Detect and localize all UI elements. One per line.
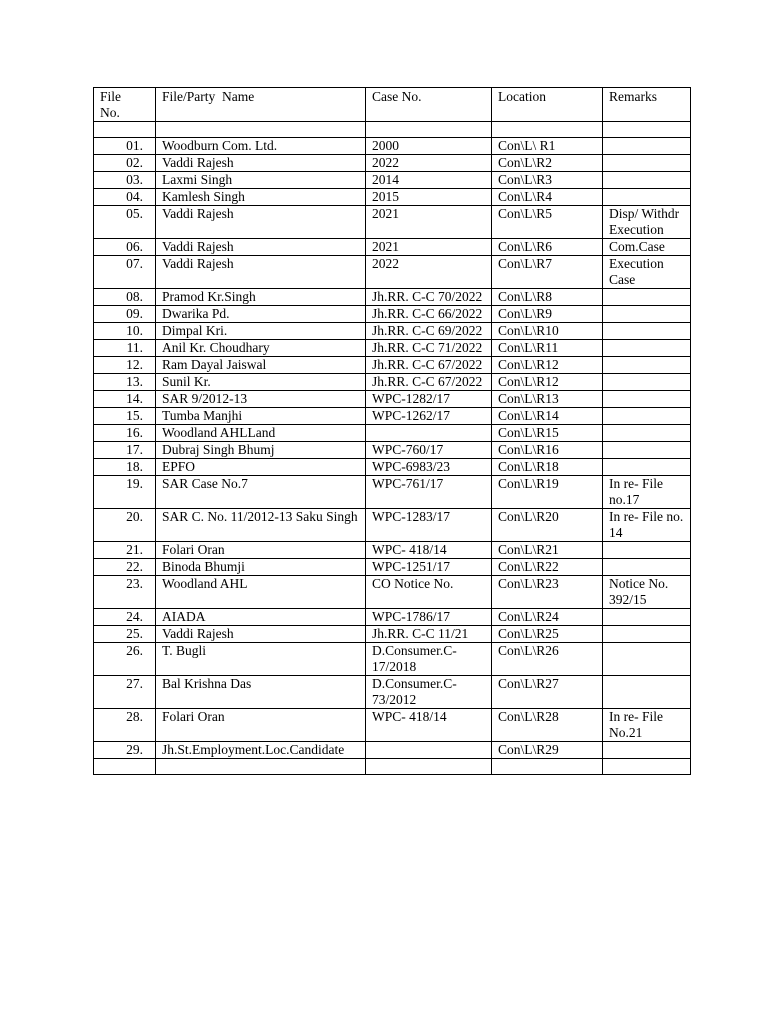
cell-remarks xyxy=(603,357,691,374)
cell-location: Con\L\R26 xyxy=(492,643,603,676)
cell-remarks xyxy=(603,289,691,306)
cell-file-no: 27. xyxy=(94,676,156,709)
cell-case-no: Jh.RR. C-C 67/2022 xyxy=(366,357,492,374)
cell-location: Con\L\R4 xyxy=(492,189,603,206)
cell-file-no: 09. xyxy=(94,306,156,323)
cell-case-no xyxy=(366,759,492,775)
table-row xyxy=(94,742,691,759)
cell-party-name: SAR 9/2012-13 xyxy=(156,391,366,408)
cell-case-no: WPC- 418/14 xyxy=(366,709,492,742)
cell-location: Con\L\R19 xyxy=(492,476,603,509)
cell-remarks xyxy=(603,172,691,189)
cell-file-no xyxy=(94,122,156,138)
cell-party-name: Pramod Kr.Singh xyxy=(156,289,366,306)
cell-remarks xyxy=(603,442,691,459)
cell-party-name: Vaddi Rajesh xyxy=(156,206,366,239)
cell-case-no xyxy=(366,742,492,759)
cell-remarks xyxy=(603,391,691,408)
table-row xyxy=(94,138,691,155)
cell-location: Con\L\R22 xyxy=(492,559,603,576)
cell-party-name: Laxmi Singh xyxy=(156,172,366,189)
cell-party-name: Vaddi Rajesh xyxy=(156,256,366,289)
cell-location: Con\L\R23 xyxy=(492,576,603,609)
cell-location: Con\L\R12 xyxy=(492,357,603,374)
cell-location: Con\L\R25 xyxy=(492,626,603,643)
cell-file-no: 02. xyxy=(94,155,156,172)
cell-file-no: 06. xyxy=(94,239,156,256)
table-row xyxy=(94,709,691,742)
cell-remarks: In re- File No.21 xyxy=(603,709,691,742)
table-row xyxy=(94,340,691,357)
cell-party-name: Anil Kr. Choudhary xyxy=(156,340,366,357)
cell-remarks xyxy=(603,155,691,172)
cell-case-no: WPC-1283/17 xyxy=(366,509,492,542)
cell-case-no: D.Consumer.C-73/2012 xyxy=(366,676,492,709)
table-row xyxy=(94,239,691,256)
table-row xyxy=(94,425,691,442)
table-row xyxy=(94,759,691,775)
cell-location: Con\L\R9 xyxy=(492,306,603,323)
cell-case-no: CO Notice No. xyxy=(366,576,492,609)
header-location: Location xyxy=(492,88,603,122)
table-row xyxy=(94,172,691,189)
table-row xyxy=(94,408,691,425)
table-row xyxy=(94,206,691,239)
table-row xyxy=(94,626,691,643)
cell-party-name: Folari Oran xyxy=(156,542,366,559)
cell-party-name: Dimpal Kri. xyxy=(156,323,366,340)
cell-case-no: Jh.RR. C-C 70/2022 xyxy=(366,289,492,306)
cell-file-no: 01. xyxy=(94,138,156,155)
cell-file-no: 29. xyxy=(94,742,156,759)
cell-party-name: Sunil Kr. xyxy=(156,374,366,391)
cell-file-no: 19. xyxy=(94,476,156,509)
cell-party-name: Tumba Manjhi xyxy=(156,408,366,425)
cell-file-no: 05. xyxy=(94,206,156,239)
cell-party-name: Jh.St.Employment.Loc.Candidate xyxy=(156,742,366,759)
cell-remarks xyxy=(603,323,691,340)
cell-remarks xyxy=(603,626,691,643)
cell-file-no: 26. xyxy=(94,643,156,676)
cell-remarks xyxy=(603,138,691,155)
cell-case-no: WPC-6983/23 xyxy=(366,459,492,476)
table-row xyxy=(94,323,691,340)
cell-remarks xyxy=(603,189,691,206)
cell-remarks xyxy=(603,340,691,357)
header-party-name: File/Party Name xyxy=(156,88,366,122)
cell-location: Con\L\R14 xyxy=(492,408,603,425)
table-row xyxy=(94,256,691,289)
file-register-table xyxy=(93,87,691,775)
cell-case-no: WPC-1262/17 xyxy=(366,408,492,425)
cell-remarks: Disp/ Withdr Execution xyxy=(603,206,691,239)
cell-remarks xyxy=(603,676,691,709)
cell-file-no: 16. xyxy=(94,425,156,442)
cell-file-no: 11. xyxy=(94,340,156,357)
cell-location: Con\L\R13 xyxy=(492,391,603,408)
table-row xyxy=(94,476,691,509)
cell-case-no: WPC-1786/17 xyxy=(366,609,492,626)
cell-case-no: Jh.RR. C-C 66/2022 xyxy=(366,306,492,323)
cell-case-no: Jh.RR. C-C 11/21 xyxy=(366,626,492,643)
cell-location: Con\L\R29 xyxy=(492,742,603,759)
cell-case-no xyxy=(366,122,492,138)
cell-party-name: Vaddi Rajesh xyxy=(156,155,366,172)
cell-file-no: 25. xyxy=(94,626,156,643)
cell-remarks xyxy=(603,759,691,775)
cell-party-name: Vaddi Rajesh xyxy=(156,626,366,643)
table-row xyxy=(94,676,691,709)
cell-case-no: WPC-1282/17 xyxy=(366,391,492,408)
cell-remarks: In re- File no. 14 xyxy=(603,509,691,542)
cell-party-name: Dubraj Singh Bhumj xyxy=(156,442,366,459)
table-row xyxy=(94,289,691,306)
table-row xyxy=(94,122,691,138)
cell-party-name: Dwarika Pd. xyxy=(156,306,366,323)
cell-location: Con\L\R21 xyxy=(492,542,603,559)
cell-location: Con\L\R6 xyxy=(492,239,603,256)
table-row xyxy=(94,391,691,408)
cell-case-no: D.Consumer.C-17/2018 xyxy=(366,643,492,676)
cell-party-name: SAR Case No.7 xyxy=(156,476,366,509)
cell-location: Con\L\R10 xyxy=(492,323,603,340)
table-row xyxy=(94,357,691,374)
cell-remarks xyxy=(603,408,691,425)
cell-file-no: 23. xyxy=(94,576,156,609)
cell-file-no: 03. xyxy=(94,172,156,189)
cell-file-no: 12. xyxy=(94,357,156,374)
cell-remarks xyxy=(603,643,691,676)
cell-location: Con\L\R18 xyxy=(492,459,603,476)
cell-case-no: Jh.RR. C-C 67/2022 xyxy=(366,374,492,391)
cell-party-name: Vaddi Rajesh xyxy=(156,239,366,256)
cell-case-no: WPC-760/17 xyxy=(366,442,492,459)
header-remarks: Remarks xyxy=(603,88,691,122)
cell-case-no: 2015 xyxy=(366,189,492,206)
cell-remarks xyxy=(603,122,691,138)
header-case-no: Case No. xyxy=(366,88,492,122)
cell-remarks: In re- File no.17 xyxy=(603,476,691,509)
cell-case-no: 2021 xyxy=(366,239,492,256)
cell-party-name: EPFO xyxy=(156,459,366,476)
table-body xyxy=(94,122,691,775)
cell-location xyxy=(492,122,603,138)
cell-file-no: 13. xyxy=(94,374,156,391)
cell-party-name: Binoda Bhumji xyxy=(156,559,366,576)
cell-remarks xyxy=(603,425,691,442)
cell-case-no: 2000 xyxy=(366,138,492,155)
cell-case-no: 2022 xyxy=(366,256,492,289)
cell-remarks xyxy=(603,742,691,759)
cell-location: Con\L\R24 xyxy=(492,609,603,626)
cell-remarks xyxy=(603,559,691,576)
cell-file-no: 18. xyxy=(94,459,156,476)
cell-location: Con\L\R20 xyxy=(492,509,603,542)
cell-file-no: 08. xyxy=(94,289,156,306)
cell-location: Con\L\R15 xyxy=(492,425,603,442)
cell-party-name xyxy=(156,122,366,138)
cell-location: Con\L\R11 xyxy=(492,340,603,357)
cell-party-name: Ram Dayal Jaiswal xyxy=(156,357,366,374)
cell-file-no: 07. xyxy=(94,256,156,289)
cell-party-name: Woodland AHL xyxy=(156,576,366,609)
cell-remarks xyxy=(603,459,691,476)
cell-case-no: 2014 xyxy=(366,172,492,189)
table-row xyxy=(94,155,691,172)
cell-case-no xyxy=(366,425,492,442)
cell-remarks xyxy=(603,609,691,626)
cell-file-no: 28. xyxy=(94,709,156,742)
cell-party-name: Folari Oran xyxy=(156,709,366,742)
cell-location: Con\L\R7 xyxy=(492,256,603,289)
cell-remarks xyxy=(603,374,691,391)
table-row xyxy=(94,306,691,323)
cell-location: Con\L\R12 xyxy=(492,374,603,391)
cell-file-no: 14. xyxy=(94,391,156,408)
cell-remarks xyxy=(603,542,691,559)
cell-party-name: AIADA xyxy=(156,609,366,626)
table-row xyxy=(94,442,691,459)
cell-party-name: Woodburn Com. Ltd. xyxy=(156,138,366,155)
cell-location: Con\L\R3 xyxy=(492,172,603,189)
cell-party-name: Woodland AHLLand xyxy=(156,425,366,442)
cell-location: Con\L\R5 xyxy=(492,206,603,239)
cell-party-name: T. Bugli xyxy=(156,643,366,676)
cell-file-no: 15. xyxy=(94,408,156,425)
cell-case-no: 2022 xyxy=(366,155,492,172)
cell-case-no: WPC-1251/17 xyxy=(366,559,492,576)
cell-case-no: WPC-761/17 xyxy=(366,476,492,509)
cell-party-name: Bal Krishna Das xyxy=(156,676,366,709)
table-row xyxy=(94,576,691,609)
cell-case-no: 2021 xyxy=(366,206,492,239)
cell-file-no: 22. xyxy=(94,559,156,576)
cell-case-no: Jh.RR. C-C 71/2022 xyxy=(366,340,492,357)
header-file-no: File No. xyxy=(94,88,156,122)
cell-file-no xyxy=(94,759,156,775)
table-row xyxy=(94,459,691,476)
table-row xyxy=(94,509,691,542)
cell-file-no: 04. xyxy=(94,189,156,206)
cell-remarks: Notice No. 392/15 xyxy=(603,576,691,609)
cell-file-no: 24. xyxy=(94,609,156,626)
cell-location: Con\L\R16 xyxy=(492,442,603,459)
cell-file-no: 20. xyxy=(94,509,156,542)
cell-file-no: 17. xyxy=(94,442,156,459)
table-row xyxy=(94,643,691,676)
cell-location: Con\L\R2 xyxy=(492,155,603,172)
cell-location: Con\L\R8 xyxy=(492,289,603,306)
table-row xyxy=(94,609,691,626)
cell-location: Con\L\ R1 xyxy=(492,138,603,155)
cell-location xyxy=(492,759,603,775)
cell-party-name: SAR C. No. 11/2012-13 Saku Singh xyxy=(156,509,366,542)
cell-party-name xyxy=(156,759,366,775)
cell-file-no: 10. xyxy=(94,323,156,340)
table-row xyxy=(94,559,691,576)
cell-party-name: Kamlesh Singh xyxy=(156,189,366,206)
table-row xyxy=(94,542,691,559)
cell-location: Con\L\R27 xyxy=(492,676,603,709)
cell-location: Con\L\R28 xyxy=(492,709,603,742)
cell-remarks: Execution Case xyxy=(603,256,691,289)
table-row xyxy=(94,374,691,391)
table-row xyxy=(94,189,691,206)
cell-remarks xyxy=(603,306,691,323)
cell-case-no: Jh.RR. C-C 69/2022 xyxy=(366,323,492,340)
cell-remarks: Com.Case xyxy=(603,239,691,256)
cell-case-no: WPC- 418/14 xyxy=(366,542,492,559)
cell-file-no: 21. xyxy=(94,542,156,559)
table-header-row xyxy=(94,88,691,122)
